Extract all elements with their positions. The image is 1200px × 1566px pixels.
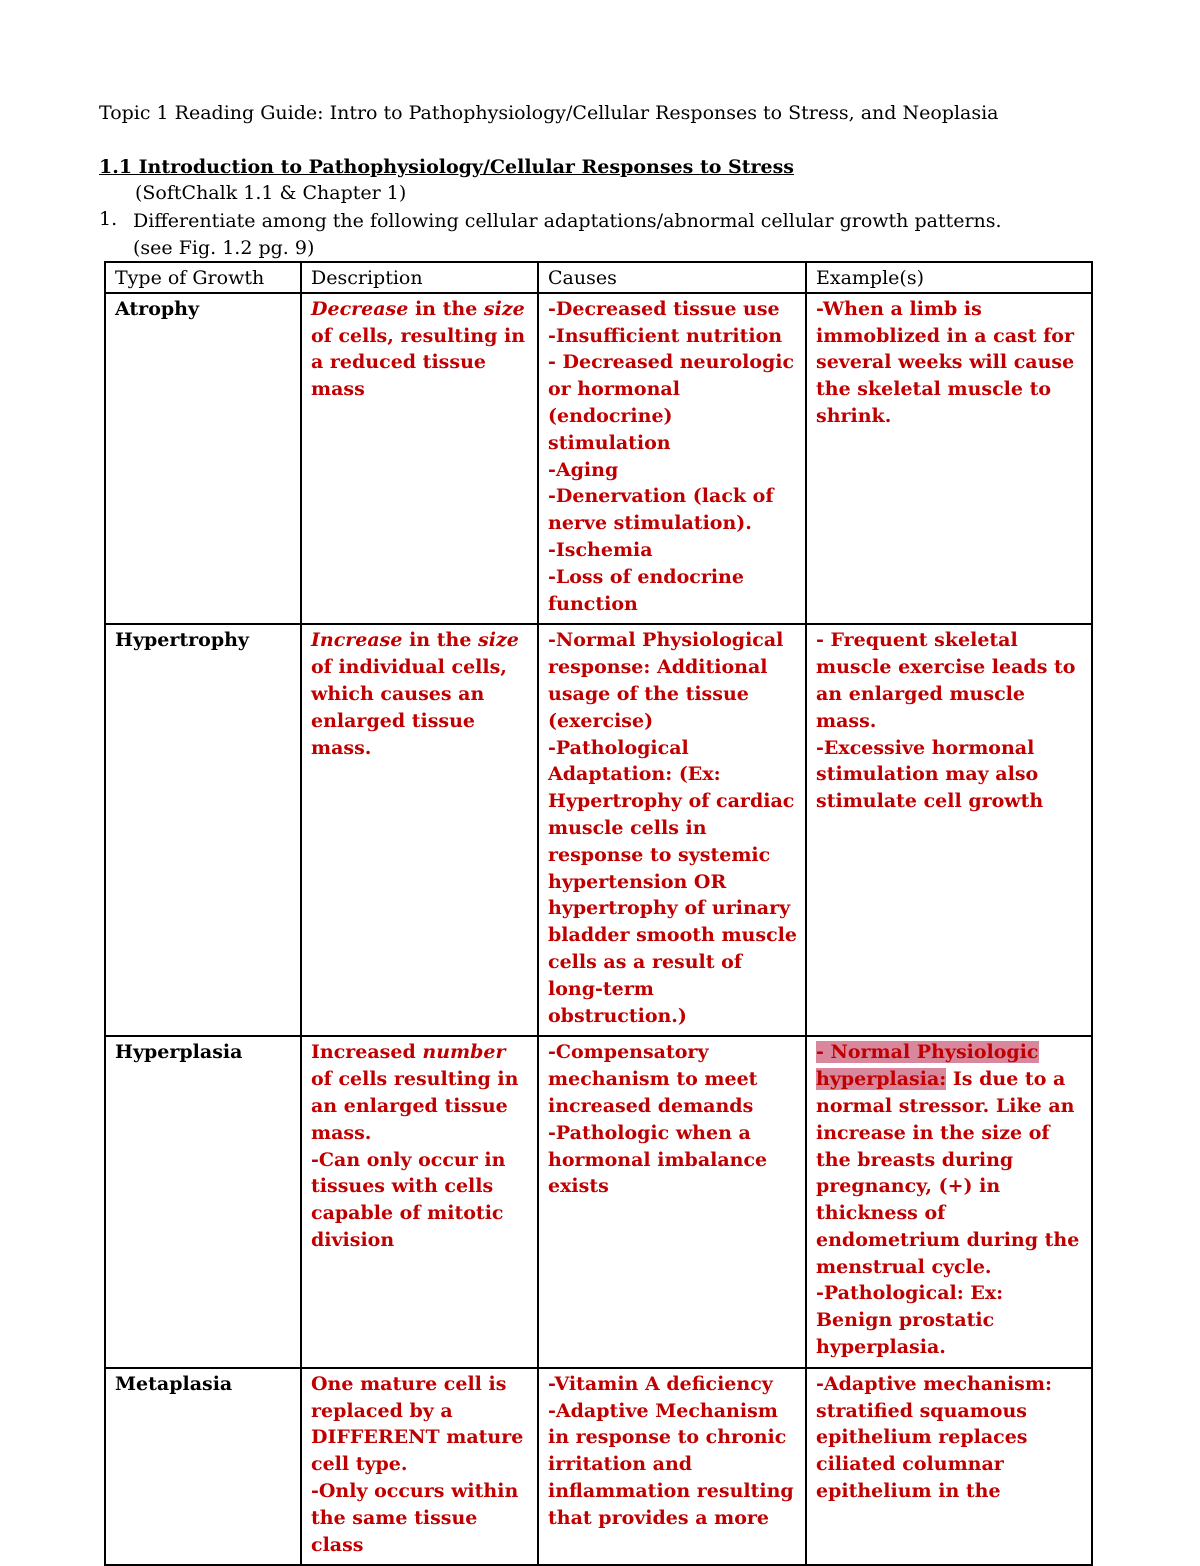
growth-type-label: Metaplasia: [115, 1372, 233, 1395]
example-line: -Excessive hormonal stimulation may also stimulate cell growth: [816, 736, 1044, 813]
description-part: of cells, resulting in a reduced tissue mass: [311, 324, 526, 401]
header-causes: Causes: [538, 262, 806, 293]
description-part: Increased: [311, 1041, 423, 1064]
description-part: in the: [402, 629, 479, 652]
description-part: Decrease: [311, 297, 409, 320]
description-line: -Can only occur in tissues with cells capable of mitotic division: [311, 1148, 506, 1251]
description-part: One mature cell is replaced by a DIFFERENT mature cell type.: [311, 1372, 524, 1476]
causes-cell: [538, 293, 806, 625]
cause-line: - Decreased neurologic or hormonal (endocrine) stimulation: [548, 351, 795, 454]
growth-type-cell: [105, 293, 301, 625]
cause-line: -Vitamin A deficiency: [548, 1372, 773, 1395]
description-text: [311, 1371, 529, 1478]
description-part: of individual cells, which causes an enlarged tissue mass.: [311, 656, 507, 759]
description-cell: [301, 624, 538, 1036]
description-part: of cells resulting in an enlarged tissue mass.: [311, 1068, 519, 1144]
growth-type-cell: [105, 624, 301, 1036]
example-line: -When a limb is immoblized in a cast for several weeks will cause the skeletal muscle to shrink.: [816, 297, 1075, 427]
cause-line: -Adaptive Mechanism in response to chronic irritation and inflammation resulting that provides a more: [548, 1399, 794, 1529]
growth-table: [104, 261, 1093, 1566]
growth-type-cell: [105, 1036, 301, 1368]
cause-line: -Pathologic when a hormonal imbalance exists: [548, 1121, 768, 1198]
growth-type-label: Hypertrophy: [115, 629, 249, 652]
examples-cell: [806, 1368, 1092, 1566]
description-text: [311, 627, 529, 761]
description-cell: [301, 1368, 538, 1566]
description-cell: [301, 1036, 538, 1368]
description-text: [311, 1039, 529, 1146]
example-line: - Frequent skeletal muscle exercise leads to an enlarged muscle mass.: [816, 629, 1076, 732]
description-line: -Only occurs within the same tissue class: [311, 1480, 519, 1556]
table-row: [105, 293, 1092, 625]
description-part: number: [422, 1041, 506, 1064]
example-line: -Adaptive mechanism: stratified squamous epithelium replaces ciliated columnar epithelium in the: [816, 1372, 1052, 1503]
table-row: [105, 624, 1092, 1036]
cause-line: -Compensatory mechanism to meet increased demands: [548, 1041, 758, 1117]
table-row: [105, 1036, 1092, 1368]
causes-cell: [538, 624, 806, 1036]
cause-line: -Insufficient nutrition: [548, 324, 783, 347]
source-note: (SoftChalk 1.1 & Chapter 1): [135, 182, 407, 204]
section-heading: 1.1 Introduction to Pathophysiology/Cellular Responses to Stress: [99, 156, 795, 178]
cause-line: -Loss of endocrine function: [548, 565, 744, 615]
cause-line: -Decreased tissue use: [548, 297, 780, 320]
description-part: size: [478, 629, 519, 652]
cause-line: -Ischemia: [548, 538, 653, 561]
examples-cell: [806, 1036, 1092, 1368]
table-row: [105, 1368, 1092, 1566]
growth-type-label: Atrophy: [115, 297, 200, 320]
question-text: Differentiate among the following cellular adaptations/abnormal cellular growth patterns. (see Fig. 1.2 pg. 9): [133, 210, 1002, 259]
growth-type-label: Hyperplasia: [115, 1041, 243, 1064]
example-line: [816, 1039, 1083, 1280]
table-header-row: [105, 262, 1092, 293]
cause-line: -Aging: [548, 458, 619, 481]
header-type: Type of Growth: [105, 262, 301, 293]
examples-cell: [806, 293, 1092, 625]
description-part: in the: [408, 297, 484, 320]
cause-line: -Pathological Adaptation: (Ex: Hypertrophy of cardiac muscle cells in response to systemic hypertension OR hypertrophy of urinary bladder smooth muscle cells as a result of long-term obstruction.): [548, 736, 797, 1027]
example-line: -Pathological: Ex: Benign prostatic hyperplasia.: [816, 1282, 1004, 1359]
question-number: 1.: [99, 208, 118, 230]
description-part: size: [483, 297, 525, 320]
example-text: Is due to a normal stressor. Like an increase in the size of the breasts during pregnancy, (+) in thickness of endometrium during the menstrual cycle.: [816, 1068, 1080, 1278]
cause-line: -Normal Physiological response: Additional usage of the tissue (exercise): [548, 629, 784, 732]
growth-type-cell: [105, 1368, 301, 1566]
document-title: Topic 1 Reading Guide: Intro to Pathophysiology/Cellular Responses to Stress, and Neoplasia: [99, 102, 999, 124]
description-part: Increase: [311, 629, 403, 652]
header-description: Description: [301, 262, 538, 293]
description-cell: [301, 293, 538, 625]
highlighted-text: - Normal Physiologic hyperplasia:: [816, 1041, 1039, 1091]
examples-cell: [806, 624, 1092, 1036]
cause-line: -Denervation (lack of nerve stimulation).: [548, 485, 774, 535]
causes-cell: [538, 1036, 806, 1368]
header-examples: Example(s): [806, 262, 1092, 293]
description-text: [311, 296, 529, 403]
causes-cell: [538, 1368, 806, 1566]
